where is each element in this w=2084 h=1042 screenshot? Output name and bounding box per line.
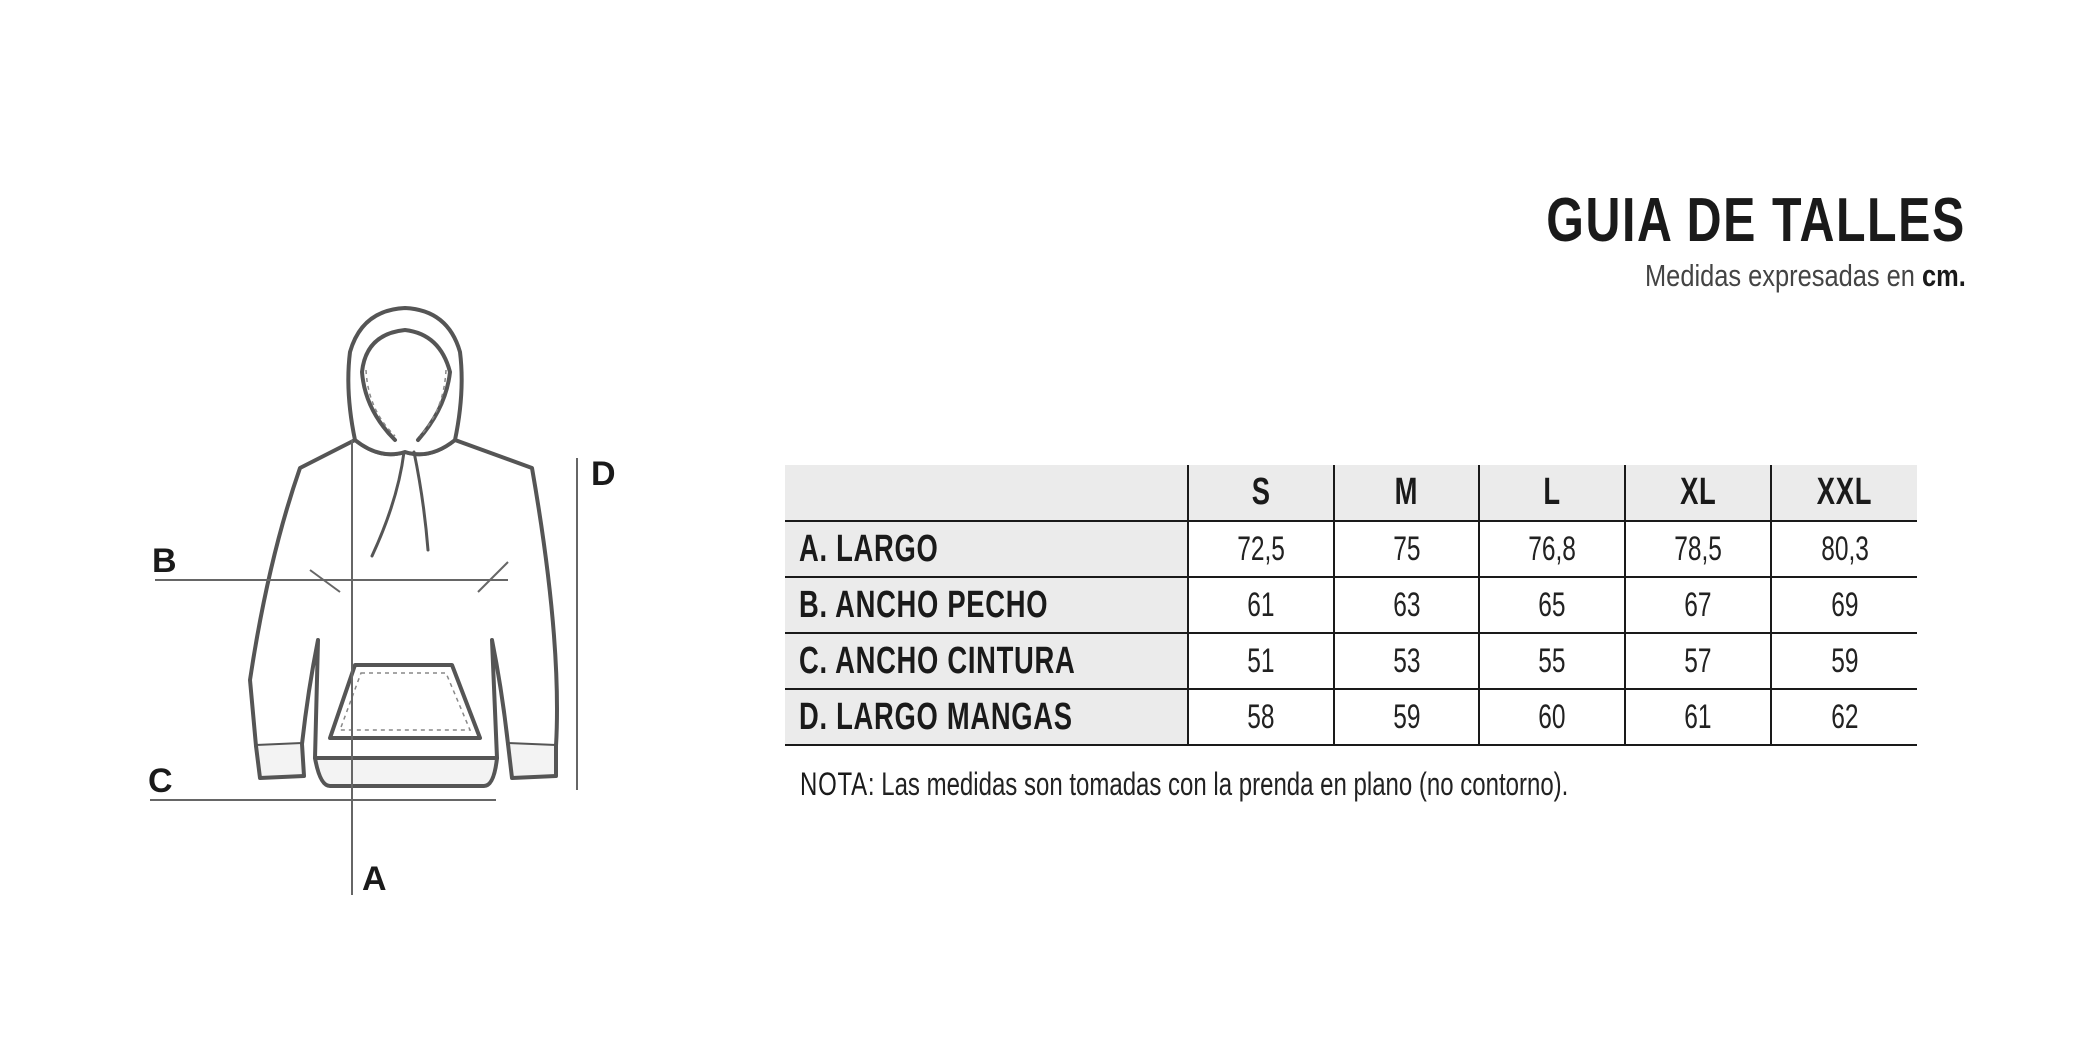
row-label-text: B. ANCHO PECHO bbox=[799, 583, 1049, 626]
title-block bbox=[1428, 186, 1966, 294]
size-table bbox=[785, 465, 1917, 746]
label-c: C bbox=[148, 762, 173, 800]
cell-value: 69 bbox=[1830, 585, 1859, 624]
size-header-xxl bbox=[1771, 465, 1917, 521]
row-label bbox=[785, 689, 1188, 745]
row-label bbox=[785, 521, 1188, 577]
cell-value: 53 bbox=[1392, 641, 1421, 680]
row-label-text: A. LARGO bbox=[799, 527, 939, 570]
cell-value: 59 bbox=[1392, 697, 1421, 736]
size-label: XXL bbox=[1816, 471, 1873, 513]
table-row-largo-mangas bbox=[785, 689, 1917, 745]
cell-value: 62 bbox=[1830, 697, 1859, 736]
table-cell bbox=[1771, 577, 1917, 633]
table-row-ancho-pecho bbox=[785, 577, 1917, 633]
cell-value: 51 bbox=[1247, 641, 1275, 680]
table-cell bbox=[1479, 521, 1625, 577]
cell-value: 65 bbox=[1538, 585, 1566, 624]
label-d: D bbox=[591, 455, 616, 493]
cell-value: 58 bbox=[1247, 697, 1275, 736]
table-cell bbox=[1625, 633, 1771, 689]
table-cell bbox=[1771, 633, 1917, 689]
cell-value: 63 bbox=[1392, 585, 1421, 624]
size-label: M bbox=[1394, 471, 1419, 513]
size-header-m bbox=[1334, 465, 1479, 521]
row-label-text: C. ANCHO CINTURA bbox=[799, 639, 1076, 682]
size-label: XL bbox=[1679, 471, 1717, 513]
table-cell bbox=[1188, 633, 1334, 689]
table-cell bbox=[1188, 577, 1334, 633]
table-cell bbox=[1188, 689, 1334, 745]
table-cell bbox=[1625, 577, 1771, 633]
cell-value: 59 bbox=[1830, 641, 1859, 680]
table-cell bbox=[1625, 521, 1771, 577]
size-header-row bbox=[785, 465, 1917, 521]
note bbox=[800, 766, 1568, 803]
table-cell bbox=[1188, 521, 1334, 577]
size-header-l bbox=[1479, 465, 1625, 521]
note-text: : Las medidas son tomadas con la prenda en plano (no contorno). bbox=[867, 766, 1569, 802]
table-cell bbox=[1479, 577, 1625, 633]
table-row-largo bbox=[785, 521, 1917, 577]
size-label: L bbox=[1543, 471, 1561, 513]
label-a: A bbox=[362, 860, 387, 898]
row-label bbox=[785, 577, 1188, 633]
cell-value: 80,3 bbox=[1820, 529, 1869, 568]
cell-value: 76,8 bbox=[1528, 529, 1576, 568]
page-subtitle bbox=[1525, 258, 1966, 294]
hoodie-outline-icon bbox=[250, 308, 557, 786]
row-label-text: D. LARGO MANGAS bbox=[799, 695, 1073, 738]
cell-value: 72,5 bbox=[1237, 529, 1285, 568]
table-cell bbox=[1625, 689, 1771, 745]
cell-value: 57 bbox=[1684, 641, 1712, 680]
corner-cell bbox=[785, 465, 1188, 521]
cell-value: 55 bbox=[1538, 641, 1566, 680]
cell-value: 67 bbox=[1684, 585, 1712, 624]
size-header-s bbox=[1188, 465, 1334, 521]
size-header-xl bbox=[1625, 465, 1771, 521]
cell-value: 61 bbox=[1247, 585, 1275, 624]
table-cell bbox=[1334, 577, 1479, 633]
cell-value: 60 bbox=[1538, 697, 1566, 736]
subtitle-text: Medidas expresadas en bbox=[1645, 258, 1923, 293]
table-cell bbox=[1771, 689, 1917, 745]
table-cell bbox=[1771, 521, 1917, 577]
cell-value: 61 bbox=[1684, 697, 1712, 736]
table-cell bbox=[1334, 689, 1479, 745]
note-prefix: NOTA bbox=[800, 766, 868, 802]
table-cell bbox=[1334, 521, 1479, 577]
page-title: GUIA DE TALLES bbox=[1546, 186, 1966, 255]
unit-label: cm. bbox=[1922, 258, 1966, 293]
hoodie-diagram bbox=[0, 0, 700, 1000]
table-cell bbox=[1479, 633, 1625, 689]
table-cell bbox=[1334, 633, 1479, 689]
size-label: S bbox=[1251, 471, 1271, 513]
table-row-ancho-cintura bbox=[785, 633, 1917, 689]
table-cell bbox=[1479, 689, 1625, 745]
label-b: B bbox=[152, 542, 177, 580]
row-label bbox=[785, 633, 1188, 689]
cell-value: 75 bbox=[1392, 529, 1421, 568]
cell-value: 78,5 bbox=[1674, 529, 1722, 568]
